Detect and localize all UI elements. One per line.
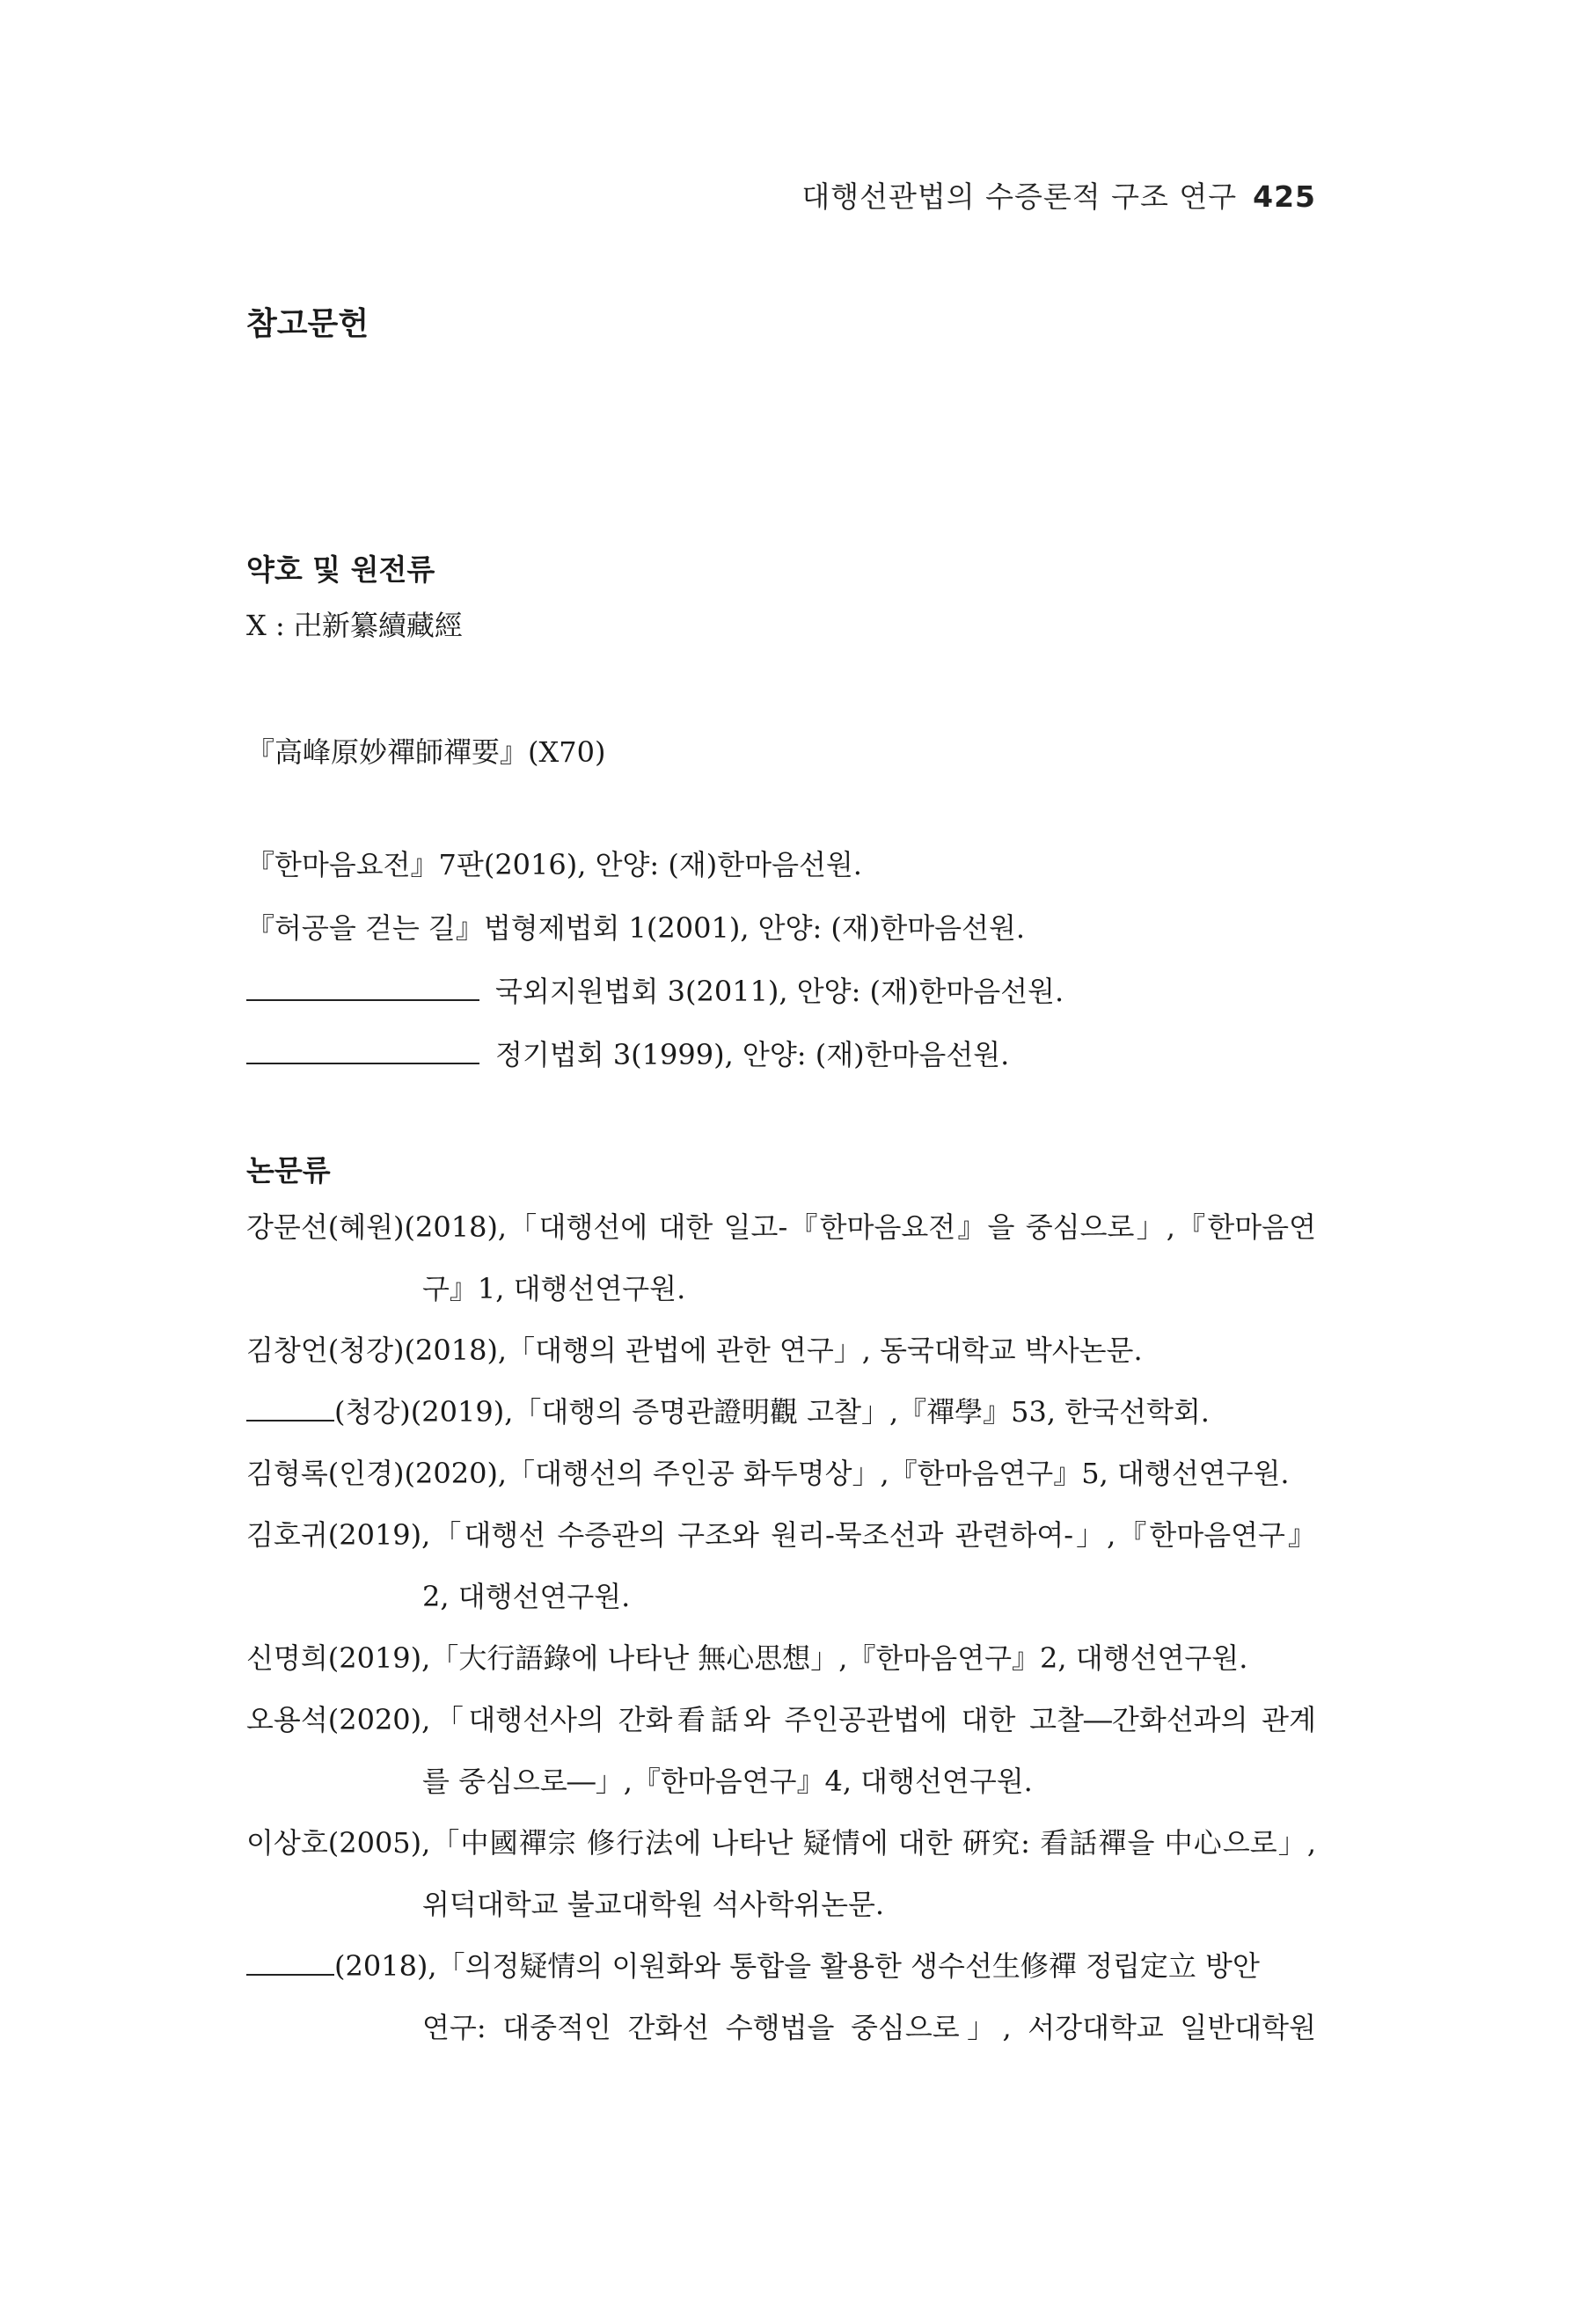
entry-text: (청강)(2019),「대행의 증명관證明觀 고찰」,『禪學』53, 한국선학회. [334,1395,1210,1429]
repeat-author-rule [246,1397,334,1421]
paper-entry-line: 이상호(2005),「中國禪宗 修行法에 나타난 疑情에 대한 硏究: 看話禪을 中心으로」, [246,1826,1316,1860]
paper-entry-line: 김형록(인경)(2020),「대행선의 주인공 화두명상」,『한마음연구』5, 대행선연구원. [246,1457,1290,1490]
paper-entry-continuation: 연구: 대중적인 간화선 수행법을 중심으로」, 서강대학교 일반대학원 [422,2011,1316,2044]
reference-entry [246,969,1064,1010]
section-title-abbrev: 약호 및 원전류 [246,552,435,587]
primary-source: 『高峰原妙禪師禪要』(X70) [246,735,606,769]
reference-entry [246,1033,1009,1073]
paper-entry-line: 김호귀(2019),「대행선 수증관의 구조와 원리-묵조선과 관련하여-」,『한마음연구』 [246,1518,1316,1552]
paper-entry-continuation: 구』1, 대행선연구원. [422,1272,686,1305]
paper-entry-continuation: 를 중심으로―」,『한마음연구』4, 대행선연구원. [422,1765,1033,1798]
paper-entry-line: 오용석(2020),「대행선사의 간화看話와 주인공관법에 대한 고찰―간화선과의 관계 [246,1703,1316,1736]
paper-entry-line [246,1944,1260,1984]
entry-text: 정기법회 3(1999), 안양: (재)한마음선원. [495,1038,1010,1071]
paper-entry-continuation: 위덕대학교 불교대학원 석사학위논문. [422,1888,885,1921]
paper-entry-line: 김창언(청강)(2018),「대행의 관법에 관한 연구」, 동국대학교 박사논문. [246,1334,1143,1367]
paper-entry-line: 강문선(혜원)(2018),「대행선에 대한 일고-『한마음요전』을 중심으로」,『한마음연 [246,1210,1316,1244]
reference-entry: 『한마음요전』7판(2016), 안양: (재)한마음선원. [246,848,862,881]
entry-text: (2018),「의정疑情의 이원화와 통합을 활용한 생수선生修禪 정립定立 방안 [334,1949,1260,1983]
running-header [801,174,1316,216]
running-title: 대행선관법의 수증론적 구조 연구 [801,179,1238,214]
entry-text: 국외지원법회 3(2011), 안양: (재)한마음선원. [495,975,1064,1008]
paper-entry-continuation: 2, 대행선연구원. [422,1580,631,1613]
reference-entry: 『허공을 걷는 길』법형제법회 1(2001), 안양: (재)한마음선원. [246,911,1026,945]
paper-entry-line [246,1390,1210,1430]
page-title: 참고문헌 [246,306,369,342]
repeat-author-rule [246,976,479,1001]
repeat-author-rule [246,1040,479,1064]
page-number: 425 [1253,179,1316,214]
abbrev-line: X : 卍新纂續藏經 [246,609,463,642]
section-title-papers: 논문류 [246,1153,331,1188]
repeat-author-rule [246,1951,334,1976]
paper-entry-line: 신명희(2019),「大行語錄에 나타난 無心思想」,『한마음연구』2, 대행선연구원. [246,1641,1248,1675]
